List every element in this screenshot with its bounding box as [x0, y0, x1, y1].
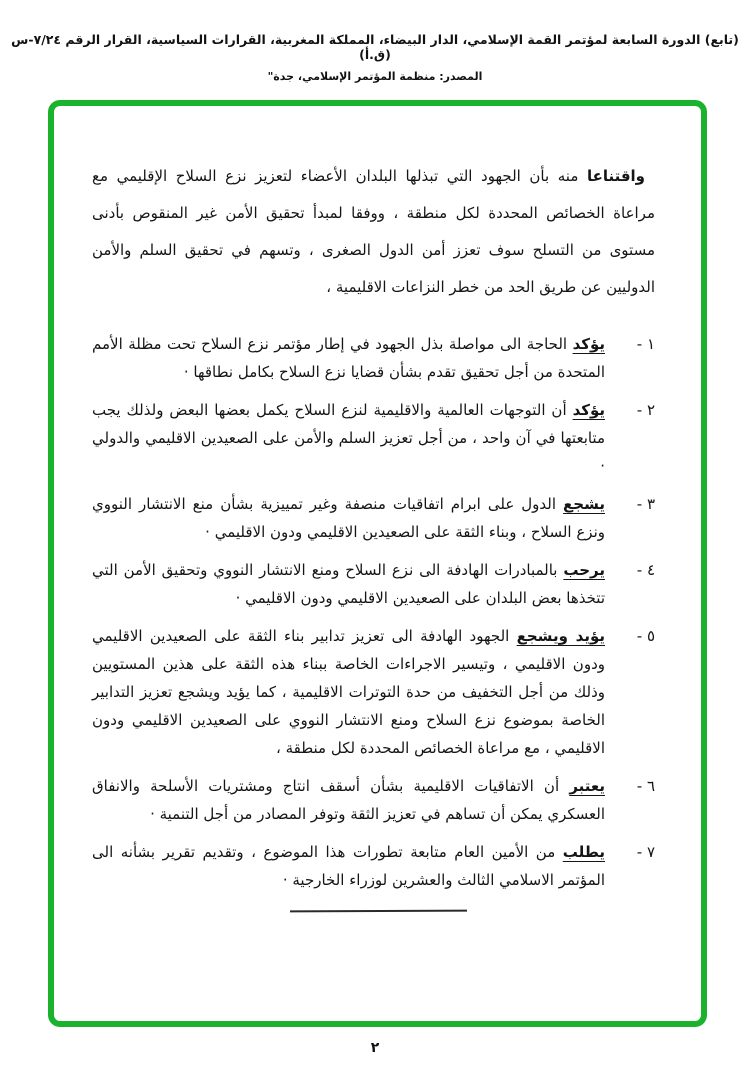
clause-body: الدول على ابرام اتفاقيات منصفة وغير تمييزية بشأن منع الانتشار النووي ونزع السلاح ، وبناء الثقة على الصعيدين الاقليمي ودون الاقليمي · [92, 495, 605, 541]
clause-dash: - [636, 777, 643, 795]
clause-item-7 [92, 838, 655, 894]
clause-text [92, 838, 605, 894]
clause-marker [605, 490, 655, 546]
clause-number: ٥ [646, 627, 655, 645]
clause-dash: - [636, 335, 643, 353]
clause-marker [605, 838, 655, 894]
clause-lead-verb: يرحب [563, 561, 605, 579]
clause-lead-verb: يؤيد ويشجع [516, 627, 605, 645]
clause-text [92, 556, 605, 612]
clause-body: من الأمين العام متابعة تطورات هذا الموضوع ، وتقديم تقرير بشأنه الى المؤتمر الاسلامي الثالث والعشرين لوزراء الخارجية · [92, 843, 605, 889]
clause-text [92, 772, 605, 828]
clause-body: الجهود الهادفة الى تعزيز تدابير بناء الثقة على الصعيدين الاقليمي ودون الاقليمي ، وتيسير الاجراءات الخاصة ببناء هذه الثقة على هذين المستويين وذلك من أجل التخفيف من حدة التوترات الاقليمية ، كما يؤيد ويشجع تعزيز التدابير الخاصة بموضوع نزع السلاح ومنع الانتشار النووي على الصعيدين الاقليمي ودون الاقليمي ، مع مراعاة الخصائص المحددة لكل منطقة ، [92, 627, 605, 757]
intro-paragraph [92, 158, 655, 306]
clause-dash: - [636, 627, 643, 645]
clause-dash: - [636, 401, 643, 419]
clause-lead-verb: يؤكد [572, 401, 605, 419]
clause-lead-verb: يؤكد [572, 335, 605, 353]
header-title-line: (تابع) الدورة السابعة لمؤتمر القمة الإسلامي، الدار البيضاء، المملكة المغربية، القرارات السياسية، القرار الرقم ٧/٢٤-س (ق.أ) [11, 32, 739, 62]
clause-number: ٦ [646, 777, 655, 795]
header-source-line: المصدر: منظمة المؤتمر الإسلامي، جدة" [267, 70, 483, 83]
clause-dash: - [636, 495, 643, 513]
clause-number: ٧ [646, 843, 655, 861]
clause-item-4 [92, 556, 655, 612]
clause-marker [605, 330, 655, 386]
clause-item-2 [92, 396, 655, 480]
clause-lead-verb: يطلب [562, 843, 605, 861]
clause-marker [605, 772, 655, 828]
clause-lead-verb: يشجع [563, 495, 605, 513]
clause-text [92, 490, 605, 546]
clause-body: بالمبادرات الهادفة الى نزع السلاح ومنع الانتشار النووي وتحقيق الأمن التي تتخذها بعض البلدان على الصعيدين الاقليمي ودون الاقليمي · [92, 561, 605, 607]
clause-body: أن التوجهات العالمية والاقليمية لنزع السلاح يكمل بعضها البعض ولذلك يجب متابعتها في آن واحد ، من أجل تعزيز السلم والأمن على الصعيدين الاقليمي والدولي · [92, 401, 605, 475]
intro-text: منه بأن الجهود التي تبذلها البلدان الأعضاء لتعزيز نزع السلاح الإقليمي مع مراعاة الخصائص المحددة لكل منطقة ، ووفقا لمبدأ تحقيق الأمن غير المنقوص بأدنى مستوى من التسلح سوف تعزز أمن الدول الصغرى ، وتسهم في تحقيق السلم والأمن الدوليين عن طريق الحد من خطر النزاعات الاقليمية ، [92, 167, 655, 296]
page-number: ٢ [370, 1040, 380, 1056]
clause-item-5 [92, 622, 655, 762]
resolution-body [92, 158, 655, 894]
clause-marker [605, 556, 655, 612]
clause-body: الحاجة الى مواصلة بذل الجهود في إطار مؤتمر نزع السلاح تحت مظلة الأمم المتحدة من أجل تحقيق تقدم بشأن قضايا نزع السلاح بكامل نطاقها · [92, 335, 605, 381]
intro-lead-word: واقتناعا [586, 167, 645, 185]
document-header [0, 32, 750, 83]
clause-number: ١ [646, 335, 655, 353]
clause-item-6 [92, 772, 655, 828]
clause-dash: - [636, 561, 643, 579]
clause-text [92, 396, 605, 480]
clause-item-1 [92, 330, 655, 386]
clause-number: ٢ [646, 401, 655, 419]
clause-item-3 [92, 490, 655, 546]
clause-text [92, 622, 605, 762]
clause-marker [605, 396, 655, 480]
clause-number: ٣ [646, 495, 655, 513]
clause-body: أن الاتفاقيات الاقليمية بشأن أسقف انتاج ومشتريات الأسلحة والانفاق العسكري يمكن أن تساهم في تعزيز الثقة وتوفر المصادر من أجل التنمية · [92, 777, 605, 823]
clause-text [92, 330, 605, 386]
clause-number: ٤ [646, 561, 655, 579]
clause-list [92, 330, 655, 894]
clause-dash: - [636, 843, 643, 861]
clause-lead-verb: يعتبر [569, 777, 605, 795]
clause-marker [605, 622, 655, 762]
